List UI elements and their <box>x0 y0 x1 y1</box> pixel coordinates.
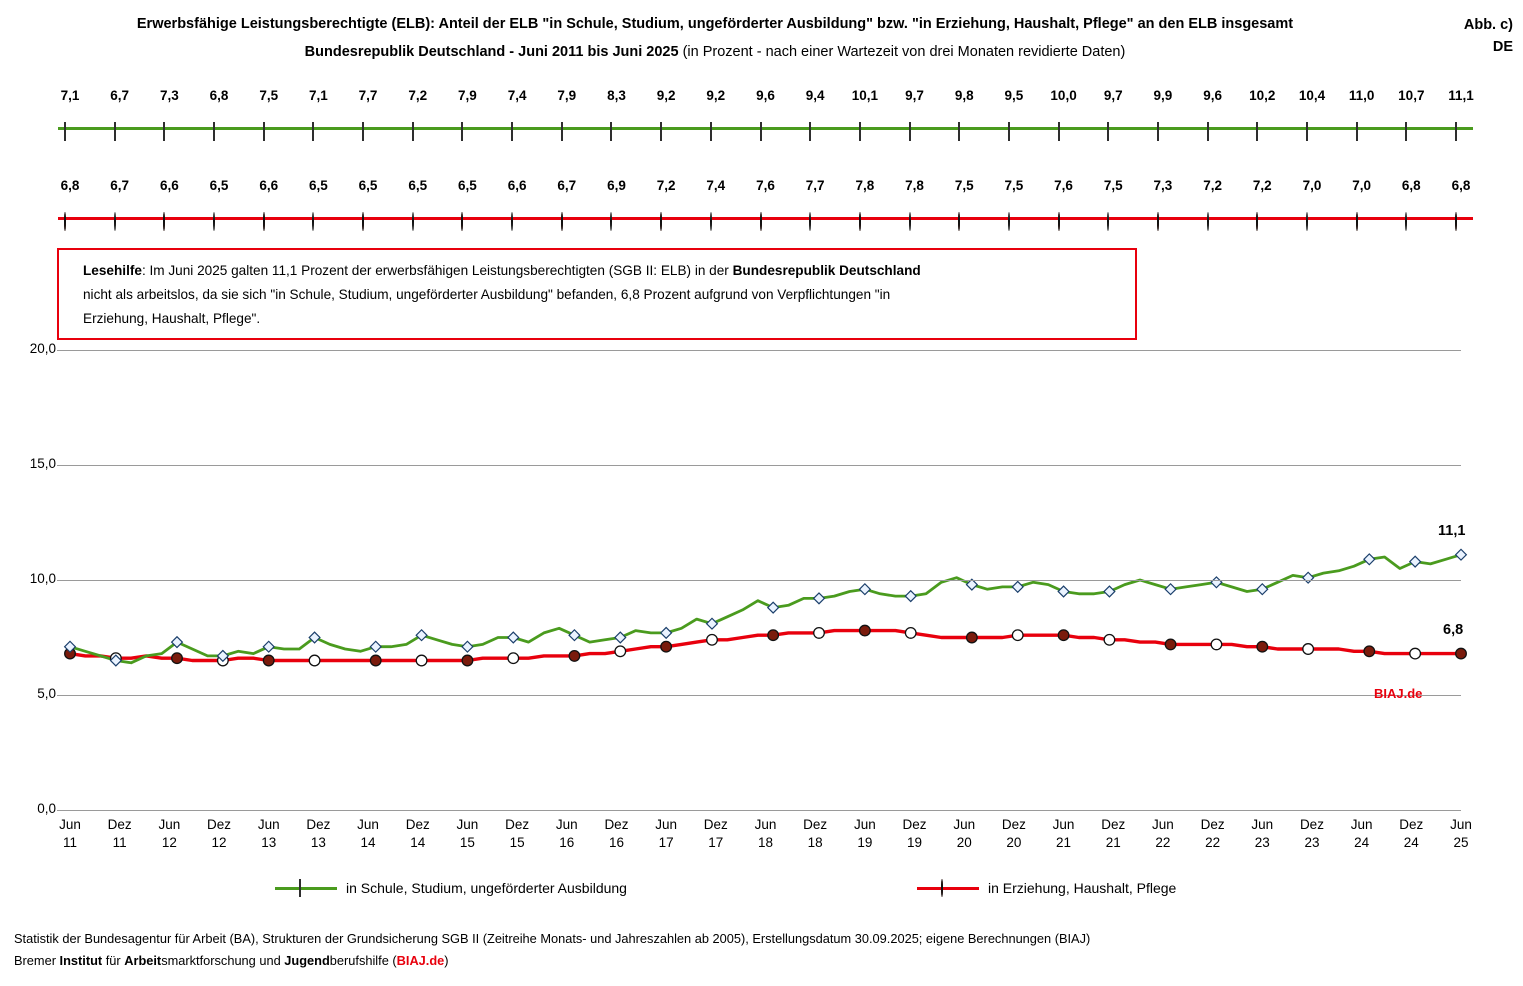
x-tick-label: Jun 15 <box>456 817 479 850</box>
x-tick-label: Dez 20 <box>1001 817 1026 850</box>
circle-icon <box>1405 213 1407 231</box>
legend-swatch-red <box>917 887 979 890</box>
diamond-icon <box>1104 586 1115 597</box>
x-tick-label: Jun 12 <box>158 817 181 850</box>
strip-value-label: 6,5 <box>358 178 378 193</box>
diamond-icon <box>1058 586 1069 597</box>
strip-value-label: 7,8 <box>905 178 924 193</box>
page-title <box>0 14 1430 62</box>
x-tick-label: Dez 18 <box>803 817 828 850</box>
diamond-icon <box>809 123 811 141</box>
x-tick-label: Jun 20 <box>953 817 976 850</box>
x-tick-label: Dez 19 <box>902 817 927 850</box>
circle-icon <box>768 630 779 641</box>
x-tick-label: Jun 21 <box>1052 817 1075 850</box>
strip-value-label: 7,9 <box>557 88 577 103</box>
strip-value-label: 11,0 <box>1348 88 1375 103</box>
circle-icon <box>1104 635 1115 646</box>
gridline <box>57 465 1461 466</box>
x-tick-label: Jun 18 <box>754 817 777 850</box>
circle-icon <box>461 213 463 231</box>
diamond-icon <box>660 123 662 141</box>
circle-icon <box>370 655 381 666</box>
circle-icon <box>941 880 943 896</box>
end-label-red: 6,8 <box>1443 621 1464 638</box>
lesehilfe-box <box>57 248 1137 340</box>
y-tick-label: 15,0 <box>29 456 56 471</box>
diamond-icon <box>362 123 364 141</box>
footer-t3: für <box>102 953 125 968</box>
diamond-icon <box>760 123 762 141</box>
gridline <box>57 695 1461 696</box>
title-line-2 <box>0 42 1430 62</box>
circle-icon <box>1207 213 1209 231</box>
diamond-icon <box>263 123 265 141</box>
diamond-icon <box>958 123 960 141</box>
strip-value-label: 7,1 <box>60 88 80 103</box>
circle-icon <box>362 213 364 231</box>
strip-value-label: 9,7 <box>905 88 924 103</box>
strip-value-label: 7,5 <box>259 88 279 103</box>
circle-icon <box>163 213 165 231</box>
figure-label-sub: DE <box>1492 39 1513 55</box>
title-line-2-normal: (in Prozent - nach einer Wartezeit von drei Monaten revidierte Daten) <box>678 44 1126 60</box>
x-tick-label: Dez 24 <box>1399 817 1424 850</box>
strip-value-label: 7,3 <box>159 88 179 103</box>
circle-icon <box>1456 648 1467 659</box>
diamond-icon <box>1207 123 1209 141</box>
circle-icon <box>263 213 265 231</box>
diamond-icon <box>615 632 626 643</box>
lesehilfe-text-1: : Im Juni 2025 galten 11,1 Prozent der erwerbsfähigen Leistungsberechtigten (SGB II: ELB) in der <box>141 263 733 278</box>
diamond-icon <box>370 641 381 652</box>
footer-t6: Jugend <box>284 953 330 968</box>
strip-value-label: 6,6 <box>507 178 527 193</box>
diamond-icon <box>909 123 911 141</box>
circle-icon <box>1058 630 1069 641</box>
circle-icon <box>64 213 66 231</box>
diamond-icon <box>1012 582 1023 593</box>
strip-value-label: 6,6 <box>259 178 279 193</box>
strip-value-label: 7,5 <box>954 178 974 193</box>
circle-icon <box>1306 213 1308 231</box>
x-tick-label: Dez 16 <box>604 817 629 850</box>
strip-value-label: 6,7 <box>557 178 577 193</box>
lesehilfe-label: Lesehilfe <box>83 263 142 278</box>
diamond-icon <box>610 123 612 141</box>
circle-icon <box>1364 646 1375 657</box>
x-tick-label: Jun 22 <box>1152 817 1174 850</box>
diamond-icon <box>163 123 165 141</box>
x-tick-label: Dez 21 <box>1101 817 1126 850</box>
strip-value-label: 6,5 <box>309 178 328 193</box>
diamond-icon <box>1364 554 1375 565</box>
strip-value-label: 10,2 <box>1249 88 1276 103</box>
diamond-icon <box>312 123 314 141</box>
lesehilfe-line-3: Erziehung, Haushalt, Pflege". <box>83 311 261 326</box>
diamond-icon <box>569 630 580 641</box>
y-tick-label: 5,0 <box>37 686 56 701</box>
circle-icon <box>416 655 427 666</box>
y-tick-label: 20,0 <box>29 341 56 356</box>
circle-icon <box>1410 648 1421 659</box>
diamond-icon <box>1107 123 1109 141</box>
circle-icon <box>508 653 519 664</box>
circle-icon <box>462 655 473 666</box>
diamond-icon <box>1356 123 1358 141</box>
lesehilfe-line-2: nicht als arbeitslos, da sie sich "in Schule, Studium, ungeförderter Ausbildung" befanden, 6,8 Prozent aufgrund von Verpflichtungen "in <box>83 287 891 302</box>
end-label-green: 11,1 <box>1438 522 1466 539</box>
circle-icon <box>412 213 414 231</box>
x-axis-labels <box>0 816 1523 866</box>
strip-value-label: 7,7 <box>358 88 378 103</box>
strip-value-label: 7,0 <box>1302 178 1322 193</box>
x-tick-label: Jun 24 <box>1350 817 1373 850</box>
circle-icon <box>1303 644 1314 655</box>
footer-t8: ) <box>444 953 449 968</box>
circle-icon <box>172 653 183 664</box>
strip-value-label: 6,8 <box>1451 178 1471 193</box>
x-tick-label: Jun 13 <box>257 817 280 850</box>
circle-icon <box>610 213 612 231</box>
diamond-icon <box>64 123 66 141</box>
strip-value-label: 7,3 <box>1153 178 1173 193</box>
strip-value-label: 7,5 <box>1103 178 1123 193</box>
circle-icon <box>511 213 513 231</box>
diamond-icon <box>213 123 215 141</box>
x-tick-label: Jun 23 <box>1251 817 1274 850</box>
diamond-icon <box>1306 123 1308 141</box>
lesehilfe-bold-region: Bundesrepublik Deutschland <box>732 263 921 278</box>
strip-value-label: 7,2 <box>408 88 428 103</box>
diamond-icon <box>710 123 712 141</box>
diamond-icon <box>1211 577 1222 588</box>
diamond-icon <box>508 632 519 643</box>
diamond-icon <box>1157 123 1159 141</box>
x-tick-label: Dez 12 <box>207 817 232 850</box>
diamond-icon <box>462 641 473 652</box>
circle-icon <box>312 213 314 231</box>
diamond-icon <box>905 591 916 602</box>
circle-icon <box>958 213 960 231</box>
diamond-icon <box>461 123 463 141</box>
footer-t7: berufshilfe ( <box>329 953 397 968</box>
strip-value-label: 7,6 <box>1054 178 1073 193</box>
circle-icon <box>661 641 672 652</box>
circle-icon <box>1455 213 1457 231</box>
strip-value-label: 9,2 <box>706 88 726 103</box>
circle-icon <box>1107 213 1109 231</box>
diamond-icon <box>1165 584 1176 595</box>
circle-icon <box>909 213 911 231</box>
diamond-icon <box>859 123 861 141</box>
diamond-icon <box>263 641 274 652</box>
circle-icon <box>809 213 811 231</box>
strip-value-label: 6,5 <box>458 178 477 193</box>
circle-icon <box>561 213 563 231</box>
title-line-1: Erwerbsfähige Leistungsberechtigte (ELB): Anteil der ELB "in Schule, Studium, ungeförderter Ausbildung" bzw. "in Erziehung, Haushalt, Pflege" an den ELB insgesamt <box>136 16 1294 32</box>
diamond-icon <box>1256 123 1258 141</box>
diamond-icon <box>299 880 301 896</box>
strip-value-label: 9,5 <box>1004 88 1024 103</box>
strip-value-label: 6,8 <box>209 88 229 103</box>
plot-area <box>57 350 1464 810</box>
circle-icon <box>615 646 626 657</box>
circle-icon <box>859 213 861 231</box>
strip-value-label: 7,5 <box>1004 178 1024 193</box>
circle-icon <box>1157 213 1159 231</box>
circle-icon <box>967 632 978 643</box>
x-tick-label: Dez 22 <box>1200 817 1225 850</box>
legend-item-schule <box>275 880 627 896</box>
footer-biaj-link[interactable]: BIAJ.de <box>396 953 445 968</box>
x-tick-label: Dez 11 <box>107 817 132 850</box>
diamond-icon <box>561 123 563 141</box>
circle-icon <box>1256 213 1258 231</box>
diamond-icon <box>859 584 870 595</box>
gridline <box>57 810 1461 811</box>
legend-label-erziehung: in Erziehung, Haushalt, Pflege <box>988 880 1177 896</box>
diamond-icon <box>1058 123 1060 141</box>
circle-icon <box>710 213 712 231</box>
diamond-icon <box>412 123 414 141</box>
circle-icon <box>860 625 871 636</box>
biaj-watermark: BIAJ.de <box>1374 686 1423 701</box>
diamond-icon <box>1303 572 1314 583</box>
strip-value-label: 6,7 <box>110 88 130 103</box>
x-tick-label: Jun 17 <box>655 817 678 850</box>
diamond-icon <box>114 123 116 141</box>
figure-label <box>1464 14 1513 58</box>
x-tick-label: Dez 23 <box>1299 817 1324 850</box>
circle-icon <box>1058 213 1060 231</box>
strip-value-label: 7,6 <box>756 178 775 193</box>
strip-value-label: 7,4 <box>507 88 527 103</box>
strip-value-label: 6,7 <box>110 178 130 193</box>
strip-value-label: 6,9 <box>607 178 626 193</box>
strip-value-label: 9,8 <box>954 88 974 103</box>
footer-t2: Institut <box>59 953 103 968</box>
x-tick-label: Dez 13 <box>306 817 331 850</box>
strip-line <box>58 217 1473 220</box>
series-line <box>70 631 1461 661</box>
strip-value-label: 10,7 <box>1398 88 1425 103</box>
circle-icon <box>1165 639 1176 650</box>
circle-icon <box>114 213 116 231</box>
circle-icon <box>1211 639 1222 650</box>
x-tick-label: Jun 11 <box>59 817 81 850</box>
strip-value-label: 7,2 <box>1252 178 1272 193</box>
diamond-icon <box>814 593 825 604</box>
strip-value-label: 6,8 <box>60 178 80 193</box>
circle-icon <box>905 628 916 639</box>
x-tick-label: Dez 15 <box>505 817 530 850</box>
strip-value-label: 7,4 <box>706 178 726 193</box>
footer-line-2 <box>14 950 1514 972</box>
strip-value-label: 10,4 <box>1298 88 1326 103</box>
top-strip-green <box>0 88 1523 160</box>
strip-value-label: 10,1 <box>851 88 878 103</box>
x-tick-label: Dez 17 <box>703 817 728 850</box>
circle-icon <box>760 213 762 231</box>
footer-line-1: Statistik der Bundesagentur für Arbeit (BA), Strukturen der Grundsicherung SGB II (Zeitreihe Monats- und Jahreszahlen ab 2005), Erstellungsdatum 30.09.2025; eigene Berechnungen (BIAJ) <box>14 931 1091 946</box>
diamond-icon <box>511 123 513 141</box>
strip-value-label: 8,3 <box>607 88 626 103</box>
diamond-icon <box>1257 584 1268 595</box>
circle-icon <box>814 628 825 639</box>
footer-t5: smarktforschung und <box>161 953 285 968</box>
circle-icon <box>213 213 215 231</box>
footer-t4: Arbeit <box>124 953 162 968</box>
strip-value-label: 7,7 <box>805 178 825 193</box>
strip-line <box>58 127 1473 130</box>
strip-value-label: 7,0 <box>1352 178 1372 193</box>
footer-t1: Bremer <box>14 953 60 968</box>
circle-icon <box>1356 213 1358 231</box>
x-tick-label: Jun 25 <box>1450 817 1472 850</box>
figure-label-main: Abb. c) <box>1463 17 1513 33</box>
strip-value-label: 10,0 <box>1050 88 1077 103</box>
diamond-icon <box>1410 556 1421 567</box>
y-tick-label: 10,0 <box>29 571 56 586</box>
top-strip-red <box>0 178 1523 250</box>
circle-icon <box>263 655 274 666</box>
circle-icon <box>1008 213 1010 231</box>
strip-value-label: 9,6 <box>1203 88 1222 103</box>
diamond-icon <box>661 628 672 639</box>
legend-item-erziehung <box>917 880 1176 896</box>
y-tick-label: 0,0 <box>37 801 56 816</box>
title-line-2-bold: Bundesrepublik Deutschland - Juni 2011 bis Juni 2025 <box>304 44 679 60</box>
circle-icon <box>569 651 580 662</box>
circle-icon <box>707 635 718 646</box>
lesehilfe-line-1 <box>83 259 1121 283</box>
strip-value-label: 7,9 <box>458 88 477 103</box>
diamond-icon <box>707 618 718 629</box>
strip-value-label: 9,9 <box>1153 88 1173 103</box>
strip-value-label: 9,2 <box>656 88 676 103</box>
strip-value-label: 9,6 <box>756 88 775 103</box>
chart-legend <box>0 880 1523 910</box>
diamond-icon <box>1008 123 1010 141</box>
strip-value-label: 6,8 <box>1401 178 1421 193</box>
x-tick-label: Jun 19 <box>853 817 876 850</box>
gridline <box>57 580 1461 581</box>
diamond-icon <box>1405 123 1407 141</box>
strip-value-label: 7,8 <box>855 178 875 193</box>
circle-icon <box>1012 630 1023 641</box>
strip-value-label: 7,2 <box>1203 178 1222 193</box>
footer <box>14 928 1514 972</box>
diamond-icon <box>768 602 779 613</box>
strip-value-label: 7,1 <box>309 88 328 103</box>
x-tick-label: Jun 16 <box>555 817 578 850</box>
strip-value-label: 6,5 <box>209 178 229 193</box>
strip-value-label: 6,6 <box>159 178 179 193</box>
legend-label-schule: in Schule, Studium, ungeförderter Ausbildung <box>346 880 627 896</box>
circle-icon <box>309 655 320 666</box>
strip-value-label: 7,2 <box>656 178 676 193</box>
circle-icon <box>1257 641 1268 652</box>
diamond-icon <box>1456 549 1467 560</box>
strip-value-label: 9,4 <box>805 88 825 103</box>
strip-value-label: 9,7 <box>1103 88 1123 103</box>
legend-swatch-green <box>275 887 337 890</box>
strip-value-label: 6,5 <box>408 178 428 193</box>
strip-value-label: 11,1 <box>1448 88 1474 103</box>
x-tick-label: Jun 14 <box>357 817 379 850</box>
diamond-icon <box>1455 123 1457 141</box>
circle-icon <box>660 213 662 231</box>
gridline <box>57 350 1461 351</box>
x-tick-label: Dez 14 <box>405 817 430 850</box>
